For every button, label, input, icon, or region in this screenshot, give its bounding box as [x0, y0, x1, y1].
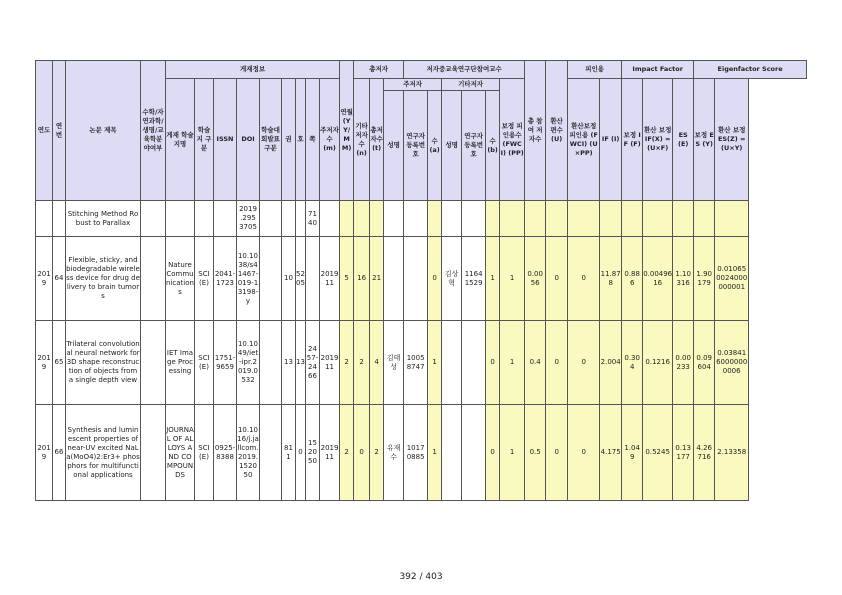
cell-n: [354, 201, 370, 237]
group-pub-info: 게재정보: [166, 61, 340, 79]
cell-date: 2019 11: [320, 405, 340, 501]
col-cnt1: 수 (a): [428, 91, 442, 201]
cell-id2: [462, 321, 486, 405]
cell-date: [320, 201, 340, 237]
col-name1: 성명: [384, 91, 404, 201]
col-if-adj: 보정 IF (F): [622, 79, 643, 201]
col-vol: 권: [282, 79, 296, 201]
cell-u: 0.4: [525, 321, 546, 405]
cell-yv: 1.90179: [694, 237, 715, 321]
cell-year: 2019: [36, 321, 53, 405]
cell-if: [600, 201, 622, 237]
cell-vol: 811: [282, 405, 296, 501]
cell-u: 0.5: [525, 405, 546, 501]
table-row: [36, 237, 807, 321]
col-page: 쪽: [306, 79, 320, 201]
cell-name1: [384, 201, 404, 237]
cell-year: 2019: [36, 405, 53, 501]
cell-yv: [694, 201, 715, 237]
cell-year: [36, 201, 53, 237]
cell-doi: 10.1049/iet-ipr.2019.0532: [237, 321, 260, 405]
cell-n: 16: [354, 237, 370, 321]
cell-upp: 0: [568, 405, 600, 501]
cell-math: [141, 321, 166, 405]
cell-m: 2: [340, 405, 354, 501]
col-es: ES (E): [673, 79, 694, 201]
cell-total: 1: [500, 237, 525, 321]
col-id2: 연구자 등록번호: [462, 91, 486, 201]
cell-name1: [384, 237, 404, 321]
cell-vol: 13: [282, 321, 296, 405]
cell-f: 0.886: [622, 237, 643, 321]
cell-t: 4: [370, 321, 384, 405]
cell-b: 0: [486, 321, 500, 405]
cell-f: 0.304: [622, 321, 643, 405]
cell-issn: 0925-8388: [214, 405, 237, 501]
col-issn: ISSN: [214, 79, 237, 201]
cell-page: 152050: [306, 405, 320, 501]
cell-seq: [53, 201, 66, 237]
cell-u: 0.0056: [525, 237, 546, 321]
cell-no: 5205: [296, 237, 306, 321]
col-field: 학술대 회발표 구분: [260, 79, 282, 201]
cell-yv: 0.09604: [694, 321, 715, 405]
cell-page: 71 40: [306, 201, 320, 237]
col-cit-fwci: 보정 피인용수 (FWCI) (PP): [500, 79, 525, 201]
cell-x: 0.5245: [643, 405, 673, 501]
cell-name1: 김태성: [384, 321, 404, 405]
cell-vol: 10: [282, 237, 296, 321]
col-year: 연도: [36, 61, 53, 201]
cell-upp: [568, 201, 600, 237]
cell-m: [340, 201, 354, 237]
col-name2: 성명: [442, 91, 462, 201]
cell-id1: 1005 8747: [404, 321, 428, 405]
col-title: 논문 제목: [66, 61, 141, 201]
table-row: [36, 321, 807, 405]
cell-e: 0.00233: [673, 321, 694, 405]
cell-year: 2019: [36, 237, 53, 321]
cell-yv: 4.26716: [694, 405, 715, 501]
col-date: 연월 (YY/MM): [340, 61, 354, 201]
cell-t: [370, 201, 384, 237]
cell-id1: [404, 201, 428, 237]
cell-no: 13: [296, 321, 306, 405]
col-es-adj: 보정 ES (Y): [694, 79, 715, 201]
group-other-author: 기타저자: [442, 79, 500, 91]
cell-journal: Nature Communications: [166, 237, 195, 321]
cell-math: [141, 405, 166, 501]
cell-page: 2457-2466: [306, 321, 320, 405]
cell-n: 0: [354, 405, 370, 501]
cell-name1: 유재수: [384, 405, 404, 501]
cell-pp: 0: [546, 237, 568, 321]
cell-a: 1: [428, 405, 442, 501]
cell-category: SCI(E): [195, 321, 214, 405]
col-id1: 연구자 등록번호: [404, 91, 428, 201]
cell-b: 1: [486, 237, 500, 321]
col-if-conv: 환산 보정 IF(X) = (U×F): [643, 79, 673, 201]
paper-table: [35, 60, 807, 501]
cell-if: 2.004: [600, 321, 622, 405]
cell-journal: [166, 201, 195, 237]
cell-e: [673, 201, 694, 237]
cell-t: 2: [370, 405, 384, 501]
cell-name2: [442, 321, 462, 405]
cell-field: [260, 237, 282, 321]
group-authors: 총저자: [354, 61, 404, 79]
cell-m: 2: [340, 321, 354, 405]
cell-field: [260, 201, 282, 237]
table-row: [36, 201, 807, 237]
table-row: [36, 405, 807, 501]
cell-title: Flexible, sticky, and biodegradable wireless device for drug delivery to brain tumors: [66, 237, 141, 321]
col-total-n: 총저자수 (t): [370, 79, 384, 201]
cell-issn: [214, 201, 237, 237]
cell-e: 0.13177: [673, 405, 694, 501]
cell-no: 0: [296, 405, 306, 501]
cell-x: 0.1216: [643, 321, 673, 405]
cell-doi: 2019 .295 3705: [237, 201, 260, 237]
cell-f: 1.049: [622, 405, 643, 501]
cell-math: [141, 201, 166, 237]
col-journal: 게재 학술지명: [166, 79, 195, 201]
col-category: 학술지 구분: [195, 79, 214, 201]
col-other-n: 기타저자수 (n): [354, 79, 370, 201]
cell-no: [296, 201, 306, 237]
cell-if: 11.878: [600, 237, 622, 321]
cell-u: [525, 201, 546, 237]
cell-name2: [442, 201, 462, 237]
cell-vol: [282, 201, 296, 237]
col-no: 호: [296, 79, 306, 201]
cell-b: [486, 201, 500, 237]
cell-pp: [546, 201, 568, 237]
cell-e: 1.10316: [673, 237, 694, 321]
col-if: IF (I): [600, 79, 622, 201]
group-main-author: 주저자: [384, 79, 442, 91]
cell-a: 1: [428, 321, 442, 405]
cell-id1: 1017 0885: [404, 405, 428, 501]
col-main-n: 주저자수 (m): [320, 79, 340, 201]
page-number: 392 / 403: [399, 572, 443, 582]
col-cnt2: 수 (b): [486, 91, 500, 201]
cell-if: 4.175: [600, 405, 622, 501]
cell-category: SCI(E): [195, 237, 214, 321]
cell-a: 0: [428, 237, 442, 321]
group-univ-authors: 저자중교육연구단참여교수: [404, 61, 525, 79]
cell-total: 1: [500, 321, 525, 405]
cell-x: [643, 201, 673, 237]
cell-upp: 0: [568, 321, 600, 405]
col-cit-conv: 환산보정피인용 (FWCI) (U×PP): [568, 79, 600, 201]
cell-journal: JOURNAL OF ALLOYS AND COMPOUNDS: [166, 405, 195, 501]
group-citation: 피인용: [568, 61, 622, 79]
cell-upp: 0: [568, 237, 600, 321]
cell-f: [622, 201, 643, 237]
group-eigen: Eigenfactor Score: [694, 61, 807, 79]
cell-pp: 0: [546, 321, 568, 405]
cell-t: 21: [370, 237, 384, 321]
cell-issn: 1751-9659: [214, 321, 237, 405]
col-math: 수학/자연과학/생명/교육학분야여부: [141, 61, 166, 201]
cell-doi: 10.1016/j.jallcom.2019.152050: [237, 405, 260, 501]
cell-date: 2019 11: [320, 321, 340, 405]
col-es-conv: 환산 보정 ES(Z) =(U×Y): [715, 79, 749, 201]
group-impact: Impact Factor: [622, 61, 694, 79]
cell-title: Synthesis and luminescent properties of near-UV excited NaLa(MoO4)2:Er3+ phosphors for multifunctional applications: [66, 405, 141, 501]
cell-math: [141, 237, 166, 321]
cell-pp: 0: [546, 405, 568, 501]
cell-category: SCI(E): [195, 405, 214, 501]
cell-seq: 64: [53, 237, 66, 321]
cell-m: 5: [340, 237, 354, 321]
col-score: 환산 편수 (U): [546, 61, 568, 201]
cell-id2: 1164 1529: [462, 237, 486, 321]
cell-total: 1: [500, 405, 525, 501]
cell-name2: [442, 405, 462, 501]
cell-id2: [462, 405, 486, 501]
cell-journal: IET Image Processing: [166, 321, 195, 405]
cell-category: [195, 201, 214, 237]
cell-name2: 김상혁: [442, 237, 462, 321]
col-seq: 연번: [53, 61, 66, 201]
cell-title: Trilateral convolutional neural network for 3D shape reconstruction of objects from a single depth view: [66, 321, 141, 405]
cell-doi: 10.1038/s41467-019-13198-y: [237, 237, 260, 321]
col-total-part: 총 참여 저자수: [525, 61, 546, 201]
cell-date: 2019 11: [320, 237, 340, 321]
cell-page: [306, 237, 320, 321]
cell-z: 0.0384160000000006: [715, 321, 749, 405]
cell-n: 2: [354, 321, 370, 405]
cell-field: [260, 321, 282, 405]
cell-field: [260, 405, 282, 501]
cell-a: [428, 201, 442, 237]
cell-x: 0.0049616: [643, 237, 673, 321]
cell-total: [500, 201, 525, 237]
cell-title: Stitching Method Robust to Parallax: [66, 201, 141, 237]
cell-z: 2.13358: [715, 405, 749, 501]
cell-id2: [462, 201, 486, 237]
cell-z: 0.010650024000000001: [715, 237, 749, 321]
cell-seq: 66: [53, 405, 66, 501]
col-doi: DOI: [237, 79, 260, 201]
cell-seq: 65: [53, 321, 66, 405]
cell-issn: 2041-1723: [214, 237, 237, 321]
cell-id1: [404, 237, 428, 321]
cell-b: 0: [486, 405, 500, 501]
cell-z: [715, 201, 749, 237]
